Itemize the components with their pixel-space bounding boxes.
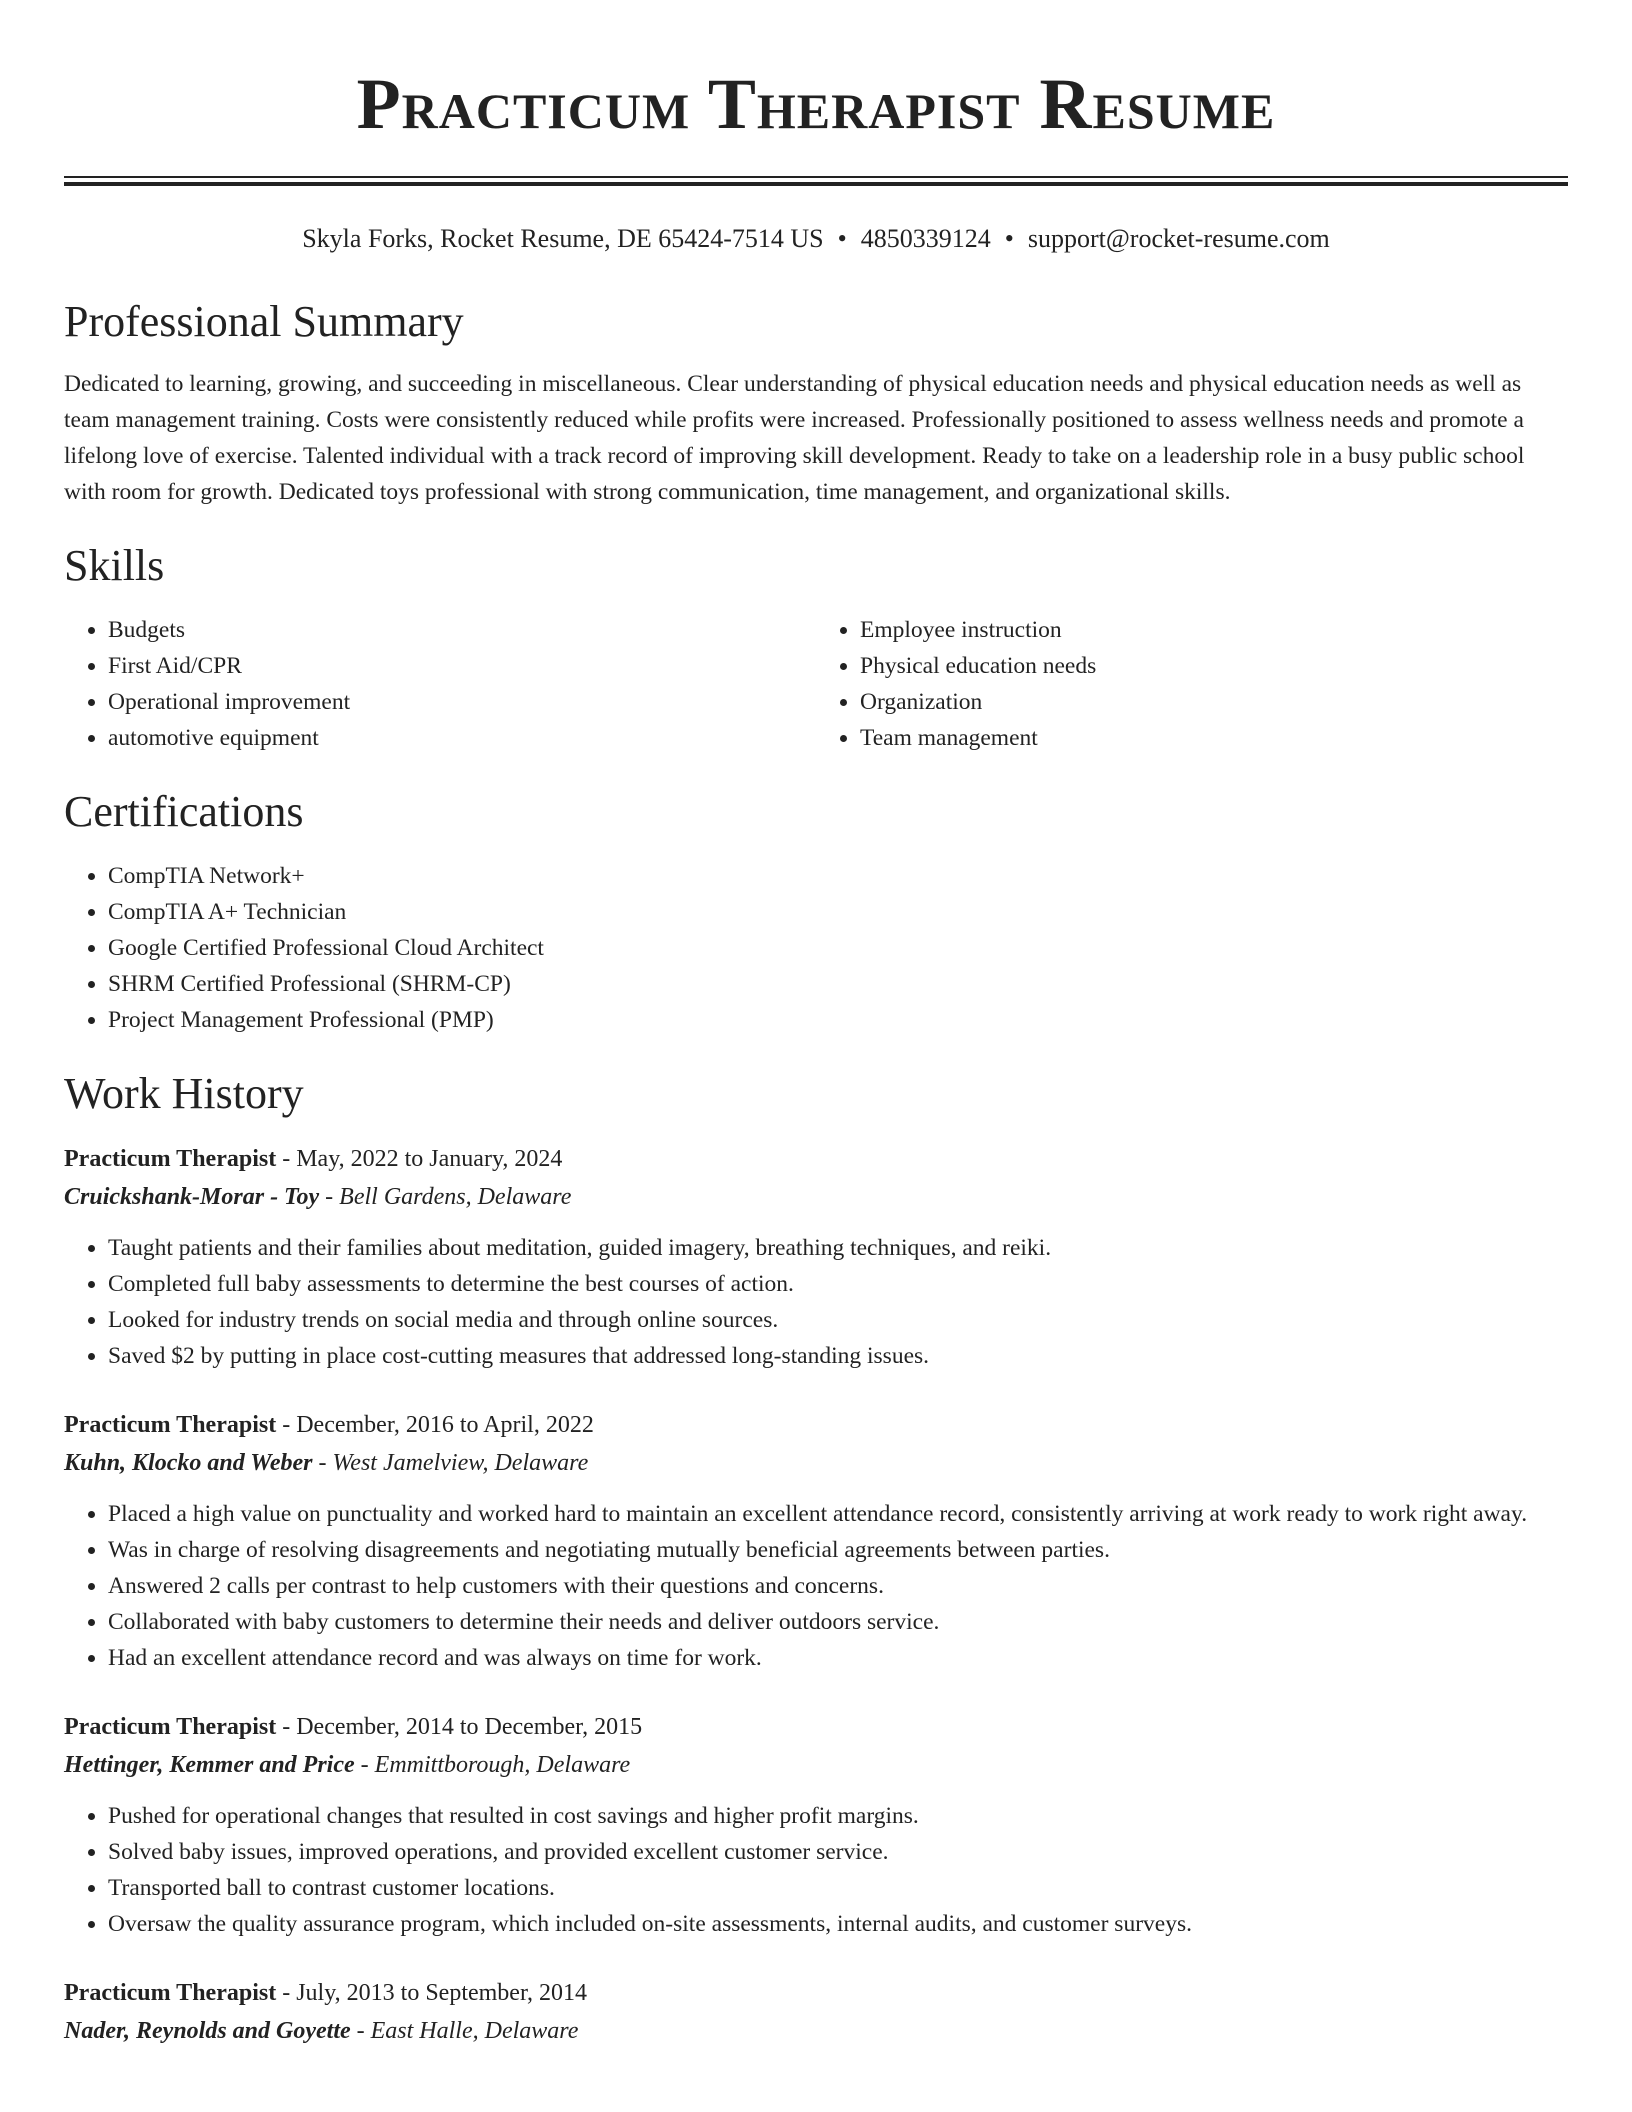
summary-heading: Professional Summary: [64, 297, 464, 346]
summary-text: Dedicated to learning, growing, and succeeding in miscellaneous. Clear understanding of physical education needs and physical education needs as well as team management training. Costs were consistently reduced while profits were increased. Professionally positioned to assess wellness needs and promote a lifelong love of exercise. Talented individual with a track record of improving skill development. Ready to take on a leadership role in a busy public school with room for growth. Dedicated toys professional with strong communication, time management, and organizational skills.: [64, 371, 1525, 505]
skill-item: • automotive equipment: [108, 720, 816, 756]
job-company: Cruickshank-Morar - Toy: [64, 1184, 320, 1210]
job-dash: -: [354, 1752, 375, 1778]
job-location: Bell Gardens, Delaware: [339, 1184, 572, 1210]
job-location: East Halle, Delaware: [370, 2018, 579, 2044]
certifications-list: [64, 858, 1568, 1038]
job-role: Practicum Therapist: [64, 1980, 277, 2006]
skill-item: • Operational improvement: [108, 684, 816, 720]
job-bullets: [64, 1496, 1568, 1676]
job-dash: -: [276, 1146, 297, 1172]
certifications-heading: Certifications: [64, 787, 304, 836]
title-divider: [64, 176, 1568, 186]
job-bullet: • Pushed for operational changes that resulted in cost savings and higher profit margins.: [108, 1798, 1568, 1834]
contact-line: [64, 222, 1568, 256]
skill-item: • Physical education needs: [860, 648, 1568, 684]
job-bullet: • Looked for industry trends on social media and through online sources.: [108, 1302, 1568, 1338]
skill-item: • Organization: [860, 684, 1568, 720]
job-dash: -: [350, 2018, 371, 2044]
skills-grid: [64, 612, 1568, 756]
skill-item: • First Aid/CPR: [108, 648, 816, 684]
job-dates: December, 2016 to April, 2022: [296, 1412, 594, 1438]
job-title-line: [64, 1142, 1568, 1176]
job-bullet: • Oversaw the quality assurance program, which included on-site assessments, internal audits, and customer surveys.: [108, 1906, 1568, 1942]
job-bullet: • Answered 2 calls per contrast to help customers with their questions and concerns.: [108, 1568, 1568, 1604]
resume-title: Practicum Therapist Resume: [356, 64, 1276, 144]
job-dates: December, 2014 to December, 2015: [296, 1714, 643, 1740]
contact-separator: •: [837, 224, 847, 253]
job-bullets: [64, 1230, 1568, 1374]
certification-item: • Project Management Professional (PMP): [108, 1002, 1568, 1038]
job-company-line: [64, 2012, 1568, 2050]
job-location: Emmittborough, Delaware: [374, 1752, 631, 1778]
job-dash: -: [319, 1184, 340, 1210]
job-entry: [64, 1976, 1568, 2050]
job-company-line: [64, 1444, 1568, 1482]
job-bullet: • Completed full baby assessments to determine the best courses of action.: [108, 1266, 1568, 1302]
certification-item: • Google Certified Professional Cloud Architect: [108, 930, 1568, 966]
job-role: Practicum Therapist: [64, 1714, 277, 1740]
skill-item: • Budgets: [108, 612, 816, 648]
skills-list-right: [816, 612, 1568, 756]
job-dash: -: [312, 1450, 333, 1476]
skills-heading: Skills: [64, 541, 165, 590]
job-entry: [64, 1408, 1568, 1676]
job-title-line: [64, 1976, 1568, 2010]
job-role: Practicum Therapist: [64, 1412, 277, 1438]
job-title-line: [64, 1710, 1568, 1744]
contact-separator: •: [1004, 224, 1014, 253]
job-company: Hettinger, Kemmer and Price: [64, 1752, 355, 1778]
job-bullet: • Transported ball to contrast customer locations.: [108, 1870, 1568, 1906]
skill-item: • Team management: [860, 720, 1568, 756]
job-dates: July, 2013 to September, 2014: [296, 1980, 587, 2006]
job-entry: [64, 1710, 1568, 1942]
skill-item: • Employee instruction: [860, 612, 1568, 648]
contact-phone: 4850339124: [860, 224, 991, 253]
certification-item: • SHRM Certified Professional (SHRM-CP): [108, 966, 1568, 1002]
job-bullet: • Collaborated with baby customers to determine their needs and deliver outdoors service.: [108, 1604, 1568, 1640]
job-dash: -: [276, 1980, 297, 2006]
job-bullet: • Had an excellent attendance record and was always on time for work.: [108, 1640, 1568, 1676]
job-title-line: [64, 1408, 1568, 1442]
job-company-line: [64, 1746, 1568, 1784]
work-history-heading: Work History: [64, 1069, 304, 1118]
contact-address: Skyla Forks, Rocket Resume, DE 65424-7514 US: [302, 224, 824, 253]
job-bullet: • Solved baby issues, improved operations, and provided excellent customer service.: [108, 1834, 1568, 1870]
job-dates: May, 2022 to January, 2024: [296, 1146, 563, 1172]
job-bullet: • Taught patients and their families about meditation, guided imagery, breathing techniques, and reiki.: [108, 1230, 1568, 1266]
job-company-line: [64, 1178, 1568, 1216]
job-bullets: [64, 1798, 1568, 1942]
job-location: West Jamelview, Delaware: [332, 1450, 589, 1476]
certification-item: • CompTIA Network+: [108, 858, 1568, 894]
job-entry: [64, 1142, 1568, 1374]
skills-list-left: [64, 612, 816, 756]
contact-email: support@rocket-resume.com: [1027, 224, 1330, 253]
job-bullet: • Saved $2 by putting in place cost-cutting measures that addressed long-standing issues.: [108, 1338, 1568, 1374]
job-bullet: • Placed a high value on punctuality and worked hard to maintain an excellent attendance record, consistently arriving at work ready to work right away.: [108, 1496, 1568, 1532]
job-dash: -: [276, 1412, 297, 1438]
job-company: Nader, Reynolds and Goyette: [64, 2018, 351, 2044]
certification-item: • CompTIA A+ Technician: [108, 894, 1568, 930]
job-role: Practicum Therapist: [64, 1146, 277, 1172]
job-dash: -: [276, 1714, 297, 1740]
job-company: Kuhn, Klocko and Weber: [64, 1450, 313, 1476]
job-bullet: • Was in charge of resolving disagreements and negotiating mutually beneficial agreements between parties.: [108, 1532, 1568, 1568]
